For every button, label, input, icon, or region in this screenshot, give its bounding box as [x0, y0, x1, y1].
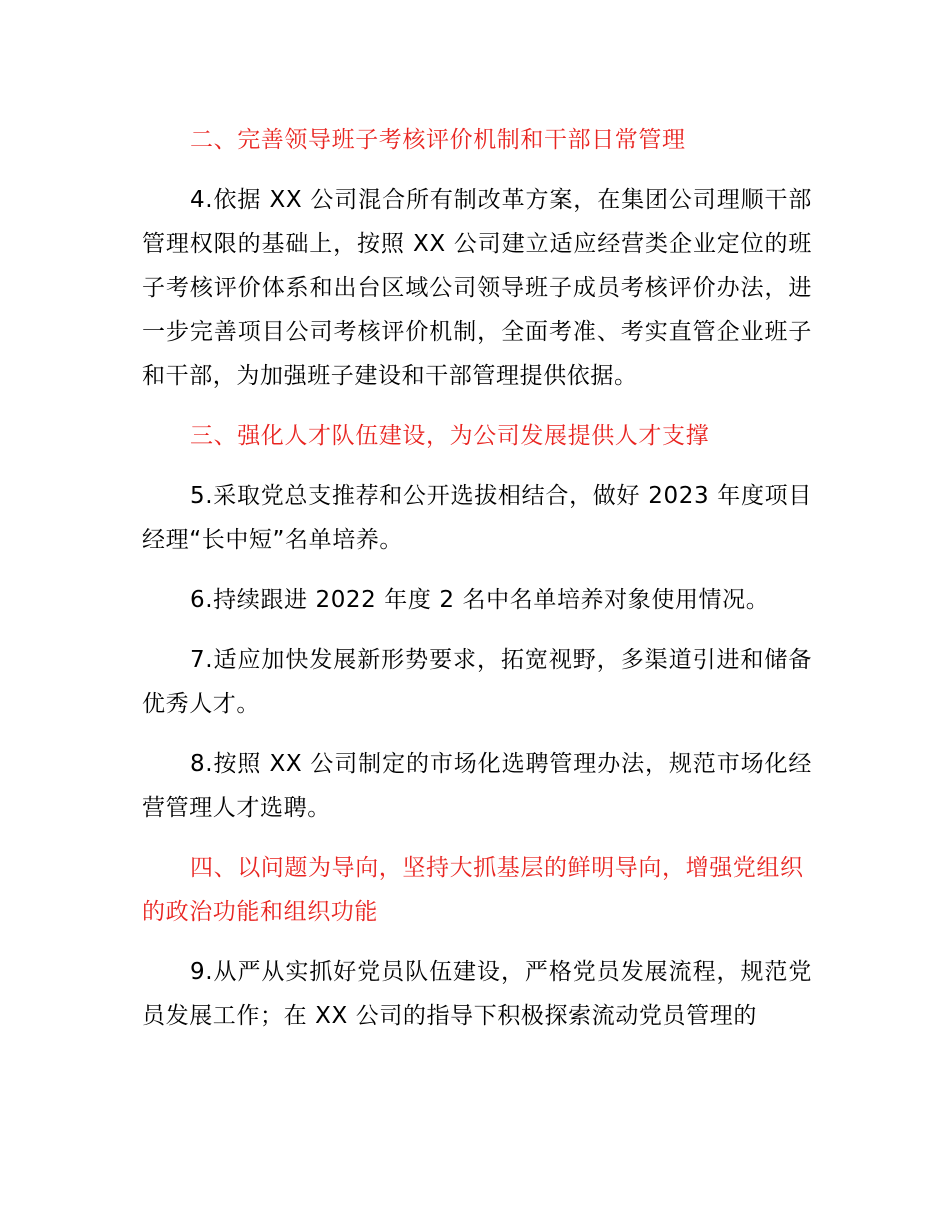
- paragraph-item-8: 8.按照 XX 公司制定的市场化选聘管理办法，规范市场化经营管理人才选聘。: [142, 751, 812, 821]
- paragraph-item-7: 7.适应加快发展新形势要求，拓宽视野，多渠道引进和储备优秀人才。: [142, 647, 812, 717]
- section-heading-4: 四、以问题为导向，坚持大抓基层的鲜明导向，增强党组织的政治功能和组织功能: [142, 855, 804, 925]
- paragraph-item-9: 9.从严从实抓好党员队伍建设，严格党员发展流程，规范党员发展工作；在 XX 公司的指导下积极探索流动党员管理的: [142, 959, 812, 1029]
- section-heading-3: 三、强化人才队伍建设，为公司发展提供人才支撑: [190, 423, 710, 449]
- paragraph-item-6: 6.持续跟进 2022 年度 2 名中名单培养对象使用情况。: [190, 587, 770, 613]
- paragraph-item-5: 5.采取党总支推荐和公开选拔相结合，做好 2023 年度项目经理“长中短”名单培养。: [142, 483, 812, 553]
- section-heading-2: 二、完善领导班子考核评价机制和干部日常管理: [190, 127, 686, 153]
- paragraph-item-4: 4.依据 XX 公司混合所有制改革方案，在集团公司理顺干部管理权限的基础上，按照 XX 公司建立适应经营类企业定位的班子考核评价体系和出台区域公司领导班子成员考核评价办法，进一步完善项目公司考核评价机制，全面考准、考实直管企业班子和干部，为加强班子建设和干部管理提供依据。: [142, 187, 812, 389]
- document-body: [142, 118, 812, 1054]
